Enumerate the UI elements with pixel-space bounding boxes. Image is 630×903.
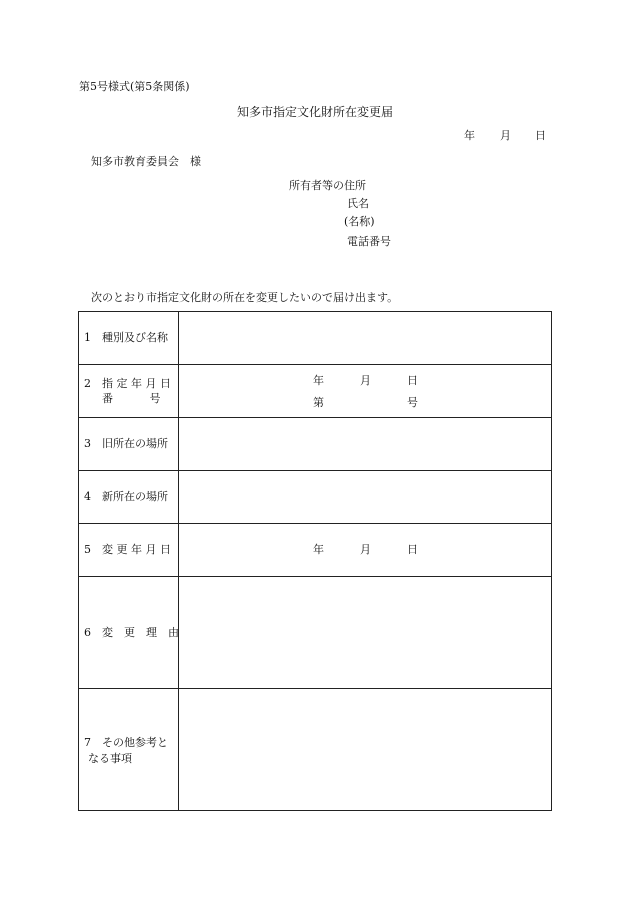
change-reason-label: 変 更 理 由 (102, 626, 179, 639)
date-month-label: 月 (500, 129, 511, 142)
date-year-label: 年 (464, 129, 475, 142)
row-number: 5 (84, 543, 91, 556)
type-and-name-field[interactable] (179, 312, 552, 365)
old-location-field[interactable] (179, 418, 552, 471)
row-number: 2 (84, 377, 91, 390)
table-row (79, 524, 552, 577)
change-date-label: 変 更 年 月 日 (102, 543, 171, 556)
change-date-field[interactable] (179, 524, 552, 577)
other-references-field[interactable] (179, 689, 552, 811)
table-row (79, 365, 552, 418)
type-and-name-label: 種別及び名称 (102, 331, 168, 344)
intro-statement: 次のとおり市指定文化財の所在を変更したいので届け出ます。 (91, 291, 399, 304)
notification-form-table (78, 311, 552, 811)
designation-number-prefix: 第 (313, 396, 324, 409)
owner-phone-label: 電話番号 (347, 235, 391, 248)
change-month-label: 月 (360, 543, 371, 556)
row-label-cell (79, 312, 179, 365)
new-location-field[interactable] (179, 471, 552, 524)
owner-corp-name-label: (名称) (344, 215, 375, 228)
designation-month-label: 月 (360, 374, 371, 387)
owner-address-label: 所有者等の住所 (289, 179, 366, 192)
row-label-cell (79, 689, 179, 811)
change-reason-field[interactable] (179, 577, 552, 689)
new-location-label: 新所在の場所 (102, 490, 168, 503)
table-row (79, 418, 552, 471)
table-row (79, 471, 552, 524)
designation-number-suffix: 号 (407, 396, 418, 409)
table-row (79, 689, 552, 811)
designation-year-label: 年 (313, 374, 324, 387)
row-number: 6 (84, 626, 91, 639)
owner-name-label: 氏名 (347, 197, 369, 210)
addressee: 知多市教育委員会 様 (91, 155, 201, 168)
other-references-label-line1: その他参考と (102, 736, 168, 749)
row-number: 1 (84, 331, 91, 344)
row-label-cell (79, 365, 179, 418)
table-row (79, 312, 552, 365)
row-label-cell (79, 418, 179, 471)
row-number: 3 (84, 437, 91, 450)
designation-date-number-field[interactable] (179, 365, 552, 418)
old-location-label: 旧所在の場所 (102, 437, 168, 450)
document-title: 知多市指定文化財所在変更届 (237, 105, 394, 119)
row-number: 4 (84, 490, 91, 503)
form-number: 第5号様式(第5条関係) (79, 80, 190, 93)
row-number: 7 (84, 736, 91, 749)
designation-date-label: 指 定 年 月 日 (102, 377, 171, 390)
row-label-cell (79, 577, 179, 689)
change-day-label: 日 (407, 543, 418, 556)
row-label-cell (79, 471, 179, 524)
designation-day-label: 日 (407, 374, 418, 387)
date-day-label: 日 (535, 129, 546, 142)
table-row (79, 577, 552, 689)
other-references-label-line2: なる事項 (88, 752, 132, 765)
change-year-label: 年 (313, 543, 324, 556)
row-label-cell (79, 524, 179, 577)
designation-number-label: 番 号 (102, 392, 161, 405)
